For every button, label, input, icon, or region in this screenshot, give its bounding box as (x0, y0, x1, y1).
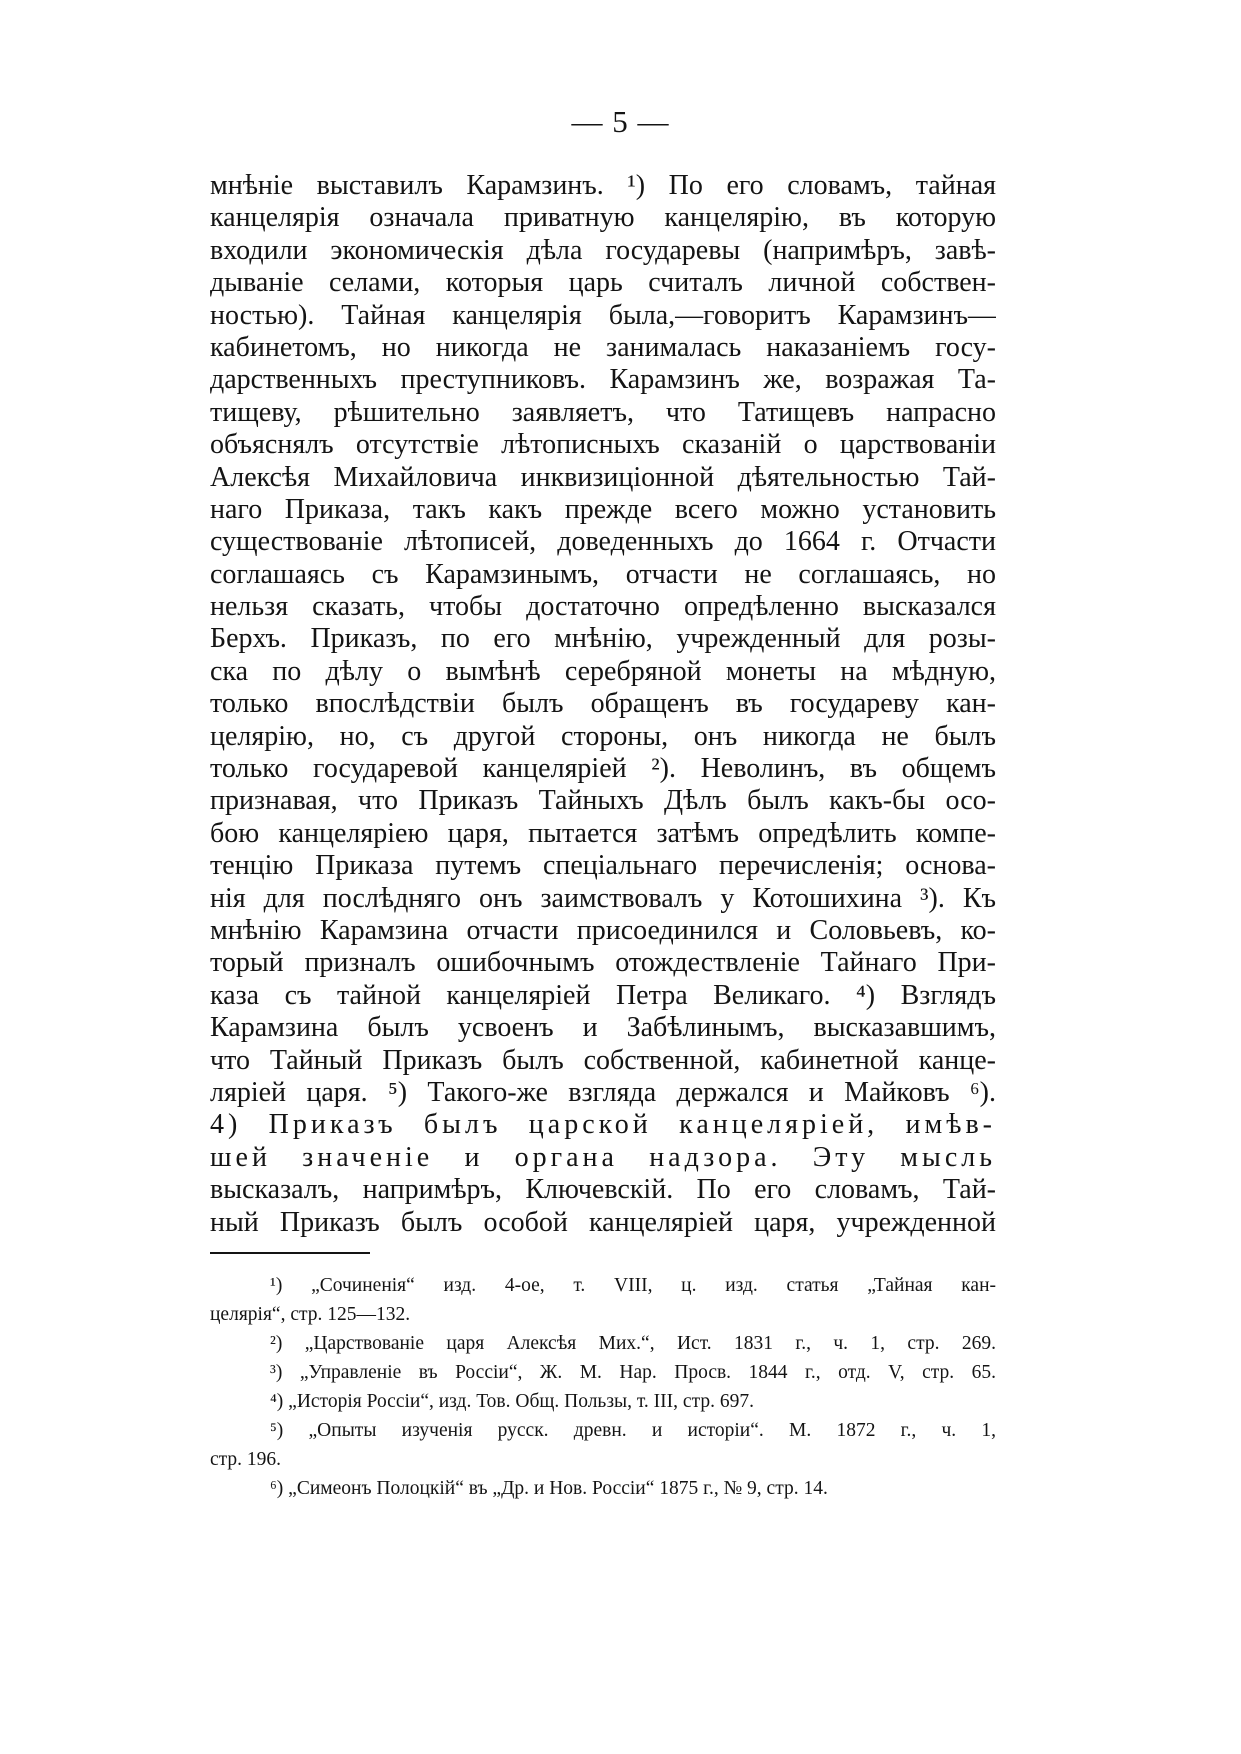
body-line: входили экономическія дѣла государевы (напримѣръ, завѣ- (210, 234, 996, 266)
body-line: существованіе лѣтописей, доведенныхъ до 1664 г. Отчасти (210, 526, 996, 558)
page-number: — 5 — (571, 104, 670, 139)
footnote-line: ¹) „Сочиненія“ изд. 4-ое, т. VIII, ц. изд. статья „Тайная кан- (270, 1275, 996, 1296)
body-line: каза съ тайной канцеляріей Петра Великаго. ⁴) Взглядъ (210, 979, 996, 1011)
body-line: дарственныхъ преступниковъ. Карамзинъ же, возражая Та- (210, 364, 996, 396)
body-line: признавая, что Приказъ Тайныхъ Дѣлъ былъ какъ-бы осо- (210, 785, 996, 817)
body-line: тенцію Приказа путемъ спеціальнаго перечисленія; основа- (210, 850, 996, 882)
body-line: нія для послѣдняго онъ заимствовалъ у Котошихина ³). Къ (210, 882, 996, 914)
body-line: торый призналъ ошибочнымъ отождествленіе Тайнаго При- (210, 947, 996, 979)
footnote-line: ⁶) „Симеонъ Полоцкій“ въ „Др. и Нов. Россіи“ 1875 г., № 9, стр. 14. (270, 1478, 828, 1499)
body-line: ляріей царя. ⁵) Такого-же взгляда держался и Майковъ ⁶). (210, 1076, 996, 1108)
body-line: ностью). Тайная канцелярія была,—говоритъ Карамзинъ— (210, 299, 996, 331)
body-line: наго Приказа, такъ какъ прежде всего можно установить (210, 493, 996, 525)
footnote-line: ⁴) „Исторія Россіи“, изд. Тов. Общ. Пользы, т. III, стр. 697. (270, 1391, 754, 1412)
body-line: мнѣніе выставилъ Карамзинъ. ¹) По его словамъ, тайная (210, 170, 996, 201)
body-line: ска по дѣлу о вымѣнѣ серебряной монеты на мѣдную, (210, 655, 996, 687)
body-line: объяснялъ отсутствіе лѣтописныхъ сказаній о царствованіи (210, 429, 996, 461)
body-line: тищеву, рѣшительно заявляетъ, что Татищевъ напрасно (210, 396, 996, 428)
body-line: что Тайный Приказъ былъ собственной, кабинетной канце- (210, 1044, 996, 1076)
footnotes (210, 1271, 996, 1503)
body-text (210, 170, 996, 1239)
body-line: мнѣнію Карамзина отчасти присоединился и Соловьевъ, ко- (210, 914, 996, 946)
footnote-line: ³) „Управленіе въ Россіи“, Ж. М. Нар. Просв. 1844 г., отд. V, стр. 65. (270, 1362, 996, 1383)
body-line-emphasized: 4) Приказъ былъ царской канцеляріей, имѣв- (210, 1109, 996, 1141)
footnote-line: ⁵) „Опыты изученія русск. древн. и исторіи“. М. 1872 г., ч. 1, (270, 1420, 996, 1441)
footnote-line: ²) „Царствованіе царя Алексѣя Мих.“, Ист. 1831 г., ч. 1, стр. 269. (270, 1333, 996, 1354)
body-line-emphasized: шей значеніе и органа надзора. Эту мысль (210, 1141, 996, 1173)
body-line: только впослѣдствіи былъ обращенъ въ государеву кан- (210, 688, 996, 720)
body-line: целярію, но, съ другой стороны, онъ никогда не былъ (210, 720, 996, 752)
body-line: высказалъ, напримѣръ, Ключевскій. По его словамъ, Тай- (210, 1174, 996, 1206)
body-line: соглашаясь съ Карамзинымъ, отчасти не соглашаясь, но (210, 558, 996, 590)
body-line: ный Приказъ былъ особой канцеляріей царя, учрежденной (210, 1206, 996, 1238)
body-line: канцелярія означала приватную канцелярію, въ которую (210, 202, 996, 234)
body-line: кабинетомъ, но никогда не занималась наказаніемъ госу- (210, 331, 996, 363)
body-line: Карамзина былъ усвоенъ и Забѣлинымъ, высказавшимъ, (210, 1012, 996, 1044)
body-line: нельзя сказать, чтобы достаточно опредѣленно высказался (210, 591, 996, 623)
footnote-line: целярія“, стр. 125—132. (210, 1304, 411, 1325)
body-line: дываніе селами, которыя царь считалъ личной собствен- (210, 267, 996, 299)
footnote-line: стр. 196. (210, 1449, 282, 1470)
footnote-divider (210, 1252, 370, 1254)
body-line: бою канцеляріею царя, пытается затѣмъ опредѣлить компе- (210, 817, 996, 849)
body-line: только государевой канцеляріей ²). Неволинъ, въ общемъ (210, 753, 996, 785)
body-line: Берхъ. Приказъ, по его мнѣнію, учрежденный для розы- (210, 623, 996, 655)
body-line: Алексѣя Михайловича инквизиціонной дѣятельностью Тай- (210, 461, 996, 493)
